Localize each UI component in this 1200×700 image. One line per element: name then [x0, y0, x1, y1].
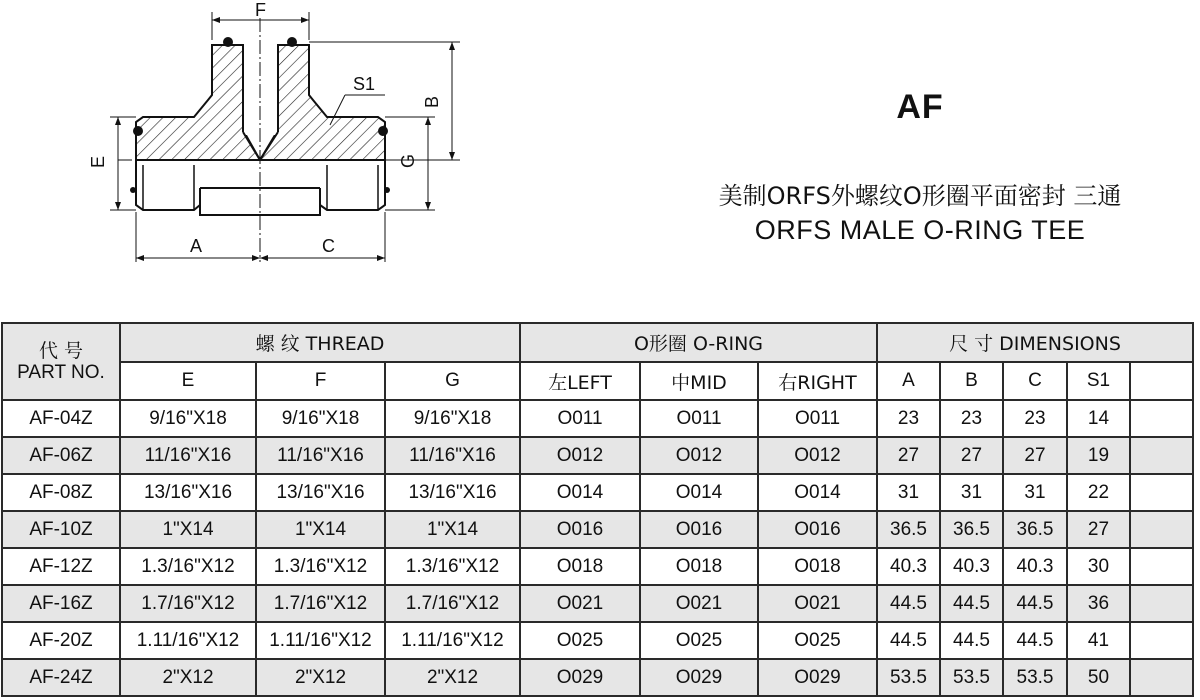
- table-cell: 41: [1067, 622, 1130, 659]
- table-cell: 30: [1067, 548, 1130, 585]
- header-dim-b: B: [940, 362, 1003, 400]
- part-number-cell: AF-08Z: [2, 474, 120, 511]
- table-cell: 14: [1067, 400, 1130, 437]
- header-group-oring: O形圈 O-RING: [520, 323, 877, 362]
- header-part-no-cn: 代 号: [38, 339, 84, 362]
- table-cell: 53.5: [877, 659, 940, 696]
- table-cell: 13/16"X16: [256, 474, 385, 511]
- table-cell: [1130, 659, 1193, 696]
- product-code-title: AF: [896, 88, 944, 126]
- table-cell: 50: [1067, 659, 1130, 696]
- table-cell: 40.3: [1003, 548, 1067, 585]
- table-cell: O021: [520, 585, 640, 622]
- table-cell: 13/16"X16: [120, 474, 256, 511]
- table-cell: O029: [640, 659, 758, 696]
- table-cell: 1.7/16"X12: [120, 585, 256, 622]
- table-cell: O021: [758, 585, 877, 622]
- table-cell: 1.11/16"X12: [385, 622, 520, 659]
- header-dim-c: C: [1003, 362, 1067, 400]
- table-cell: 31: [940, 474, 1003, 511]
- table-cell: 23: [877, 400, 940, 437]
- table-cell: 11/16"X16: [120, 437, 256, 474]
- table-cell: 2"X12: [256, 659, 385, 696]
- table-cell: O025: [758, 622, 877, 659]
- table-cell: 27: [940, 437, 1003, 474]
- part-number-cell: AF-16Z: [2, 585, 120, 622]
- table-cell: 44.5: [940, 622, 1003, 659]
- header-part-no-en: PART NO.: [17, 361, 105, 383]
- o-ring-right-upper: [378, 126, 388, 136]
- table-cell: 27: [877, 437, 940, 474]
- tee-cross-section-drawing: [0, 0, 640, 300]
- table-cell: [1130, 400, 1193, 437]
- header-dim-a: A: [877, 362, 940, 400]
- table-cell: 53.5: [1003, 659, 1067, 696]
- header-group-thread: 螺 纹 THREAD: [120, 323, 520, 362]
- table-cell: 9/16"X18: [256, 400, 385, 437]
- table-cell: 1.3/16"X12: [256, 548, 385, 585]
- header-oring-mid: 中MID: [640, 362, 758, 400]
- table-cell: O025: [640, 622, 758, 659]
- table-cell: 22: [1067, 474, 1130, 511]
- table-cell: 44.5: [940, 585, 1003, 622]
- part-number-cell: AF-12Z: [2, 548, 120, 585]
- table-cell: [1130, 474, 1193, 511]
- table-cell: [1130, 548, 1193, 585]
- table-cell: O012: [640, 437, 758, 474]
- part-number-cell: AF-24Z: [2, 659, 120, 696]
- table-cell: 44.5: [877, 585, 940, 622]
- o-ring-top-left: [223, 37, 233, 47]
- table-cell: 11/16"X16: [256, 437, 385, 474]
- table-cell: 36.5: [940, 511, 1003, 548]
- table-cell: 2"X12: [120, 659, 256, 696]
- table-row: [2, 437, 1193, 474]
- table-cell: 2"X12: [385, 659, 520, 696]
- header-group-dimensions: 尺 寸 DIMENSIONS: [877, 323, 1193, 362]
- table-cell: O029: [520, 659, 640, 696]
- table-cell: O012: [758, 437, 877, 474]
- table-cell: 53.5: [940, 659, 1003, 696]
- table-cell: 36.5: [1003, 511, 1067, 548]
- table-cell: 13/16"X16: [385, 474, 520, 511]
- table-cell: [1130, 437, 1193, 474]
- table-cell: 1"X14: [385, 511, 520, 548]
- header-dim-s1: S1: [1067, 362, 1130, 400]
- table-cell: 1"X14: [120, 511, 256, 548]
- table-cell: 1"X14: [256, 511, 385, 548]
- o-ring-left-upper: [133, 126, 143, 136]
- header-thread-f: F: [256, 362, 385, 400]
- table-cell: 36.5: [877, 511, 940, 548]
- table-cell: 11/16"X16: [385, 437, 520, 474]
- part-number-cell: AF-10Z: [2, 511, 120, 548]
- table-cell: 40.3: [940, 548, 1003, 585]
- product-title-english: ORFS MALE O-RING TEE: [754, 215, 1086, 245]
- body-section-left: [136, 45, 260, 160]
- header-row-columns: [2, 362, 1193, 400]
- part-number-cell: AF-06Z: [2, 437, 120, 474]
- product-title-chinese: 美制ORFS外螺纹O形圈平面密封 三通: [718, 182, 1122, 210]
- dim-label-g: G: [398, 153, 418, 168]
- table-cell: 1.11/16"X12: [120, 622, 256, 659]
- table-cell: O011: [758, 400, 877, 437]
- table-cell: O018: [758, 548, 877, 585]
- table-cell: 36: [1067, 585, 1130, 622]
- specification-table: [1, 322, 1194, 697]
- table-cell: 1.3/16"X12: [385, 548, 520, 585]
- table-cell: 23: [940, 400, 1003, 437]
- table-cell: 27: [1067, 511, 1130, 548]
- table-cell: O018: [640, 548, 758, 585]
- header-thread-e: E: [120, 362, 256, 400]
- table-cell: [1130, 585, 1193, 622]
- table-cell: O014: [640, 474, 758, 511]
- table-cell: 1.11/16"X12: [256, 622, 385, 659]
- o-ring-top-right: [287, 37, 297, 47]
- header-thread-g: G: [385, 362, 520, 400]
- table-row: [2, 659, 1193, 696]
- part-number-cell: AF-04Z: [2, 400, 120, 437]
- dim-label-b: B: [422, 95, 442, 108]
- table-cell: 44.5: [877, 622, 940, 659]
- table-cell: O016: [640, 511, 758, 548]
- dim-label-a: A: [190, 236, 203, 256]
- table-cell: O025: [520, 622, 640, 659]
- o-ring-left-lower: [130, 187, 136, 193]
- dim-label-s1: S1: [353, 74, 376, 94]
- table-cell: 31: [877, 474, 940, 511]
- table-cell: 40.3: [877, 548, 940, 585]
- table-cell: O012: [520, 437, 640, 474]
- header-oring-right: 右RIGHT: [758, 362, 877, 400]
- table-row: [2, 622, 1193, 659]
- table-cell: O021: [640, 585, 758, 622]
- table-cell: 1.7/16"X12: [385, 585, 520, 622]
- dim-label-e: E: [88, 155, 108, 168]
- table-cell: 9/16"X18: [385, 400, 520, 437]
- o-ring-right-lower: [384, 187, 390, 193]
- table-row: [2, 474, 1193, 511]
- table-cell: O018: [520, 548, 640, 585]
- table-cell: 44.5: [1003, 622, 1067, 659]
- table-row: [2, 511, 1193, 548]
- table-row: [2, 585, 1193, 622]
- table-cell: O016: [520, 511, 640, 548]
- table-cell: 1.7/16"X12: [256, 585, 385, 622]
- table-cell: O014: [758, 474, 877, 511]
- header-oring-left: 左LEFT: [520, 362, 640, 400]
- dim-label-c: C: [322, 236, 335, 256]
- table-cell: 19: [1067, 437, 1130, 474]
- header-row-groups: [2, 323, 1193, 362]
- table-cell: 44.5: [1003, 585, 1067, 622]
- table-cell: 1.3/16"X12: [120, 548, 256, 585]
- table-cell: O016: [758, 511, 877, 548]
- table-cell: [1130, 622, 1193, 659]
- table-cell: O011: [640, 400, 758, 437]
- table-cell: [1130, 511, 1193, 548]
- table-row: [2, 548, 1193, 585]
- table-cell: 23: [1003, 400, 1067, 437]
- header-dim-blank: [1130, 362, 1193, 400]
- table-cell: 9/16"X18: [120, 400, 256, 437]
- table-cell: O011: [520, 400, 640, 437]
- header-part-no: [2, 323, 120, 400]
- table-cell: O029: [758, 659, 877, 696]
- table-row: [2, 400, 1193, 437]
- table-cell: O014: [520, 474, 640, 511]
- dim-label-f: F: [255, 0, 266, 20]
- table-cell: 31: [1003, 474, 1067, 511]
- table-cell: 27: [1003, 437, 1067, 474]
- part-number-cell: AF-20Z: [2, 622, 120, 659]
